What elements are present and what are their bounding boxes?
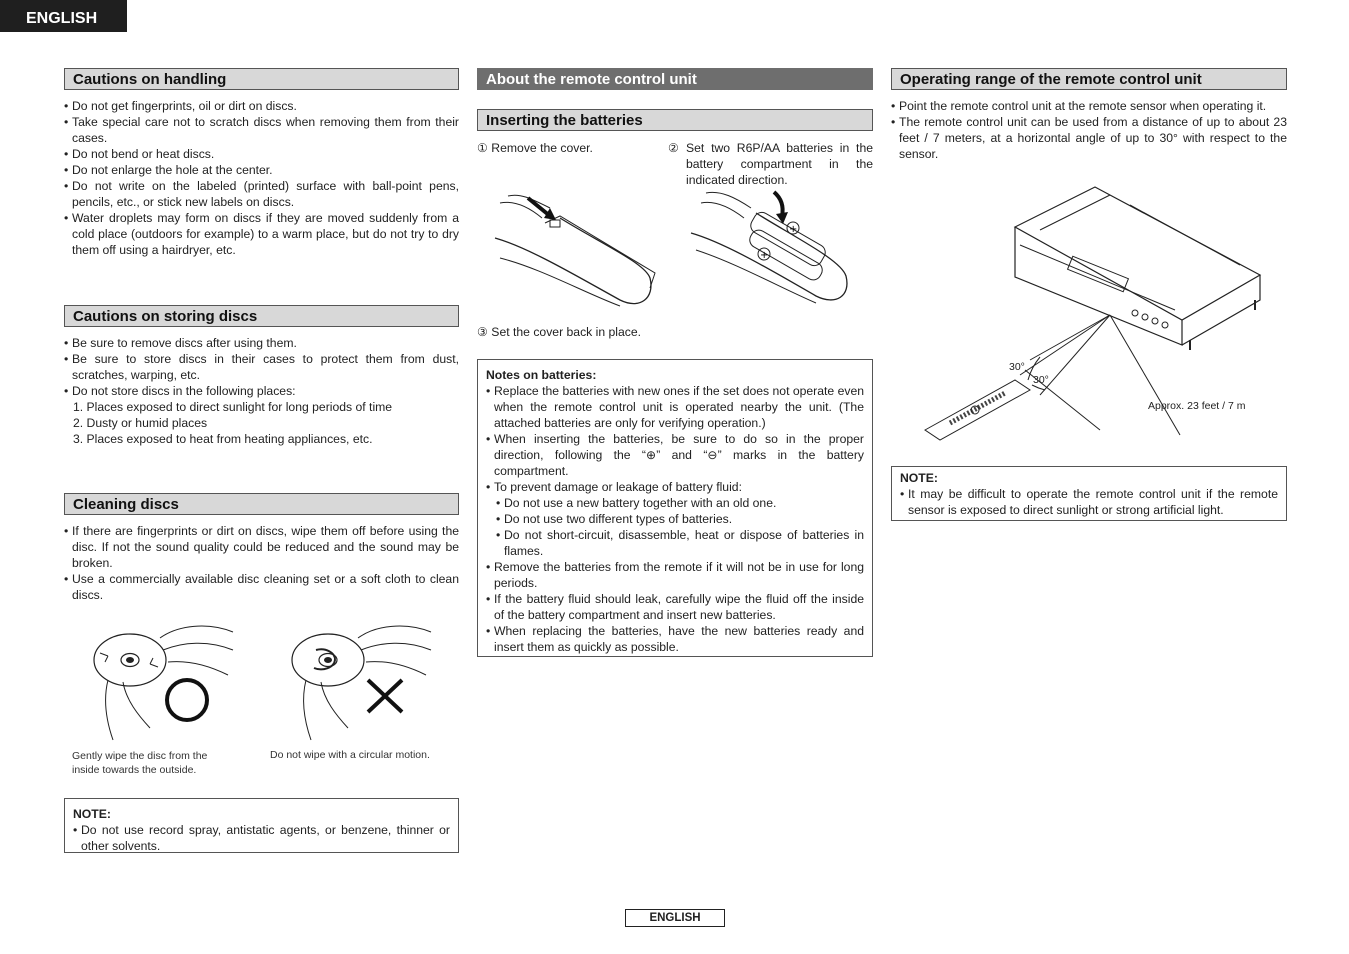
section-title-range: Operating range of the remote control unit	[891, 68, 1287, 90]
section-title-batteries: Inserting the batteries	[477, 109, 873, 131]
note-list	[73, 822, 450, 854]
list-item: • The remote control unit can be used from a distance of up to about 23 feet / 7 meters, at a horizontal angle of up to 30° with respect to the sensor.	[891, 114, 1287, 162]
column-range	[891, 68, 1287, 162]
footer-language-label: ENGLISH	[625, 909, 725, 927]
remove-cover-illustration	[490, 188, 660, 313]
section-title-cleaning: Cleaning discs	[64, 493, 459, 515]
list-item: • Do not write on the labeled (printed) surface with ball-point pens, pencils, etc., or stick new labels on discs.	[64, 178, 459, 210]
svg-text:+: +	[760, 250, 769, 261]
insert-batteries-illustration	[686, 188, 856, 313]
distance-label: Approx. 23 feet / 7 m	[1148, 400, 1246, 412]
step-remove-cover: ① Remove the cover.	[477, 141, 593, 155]
list-item: • Do not short-circuit, disassemble, heat or dispose of batteries in flames.	[486, 527, 864, 559]
list-item: • Take special care not to scratch discs when removing them from their cases.	[64, 114, 459, 146]
list-item: • Do not get fingerprints, oil or dirt on discs.	[64, 98, 459, 114]
section-title-storing: Cautions on storing discs	[64, 305, 459, 327]
list-item: 1. Places exposed to direct sunlight for long periods of time	[73, 400, 393, 414]
list-item: • Do not bend or heat discs.	[64, 146, 459, 162]
notes-title: Notes on batteries:	[486, 368, 597, 382]
list-item: • Point the remote control unit at the remote sensor when operating it.	[891, 98, 1287, 114]
handling-list	[64, 98, 459, 258]
list-item: • Replace the batteries with new ones if the set does not operate even when the remote control unit is operated nearby the unit. (The attached batteries are only for verifying operation.)	[486, 383, 864, 431]
list-item: • Do not use a new battery together with an old one.	[486, 495, 864, 511]
list-item: • Remove the batteries from the remote if it will not be in use for long periods.	[486, 559, 864, 591]
svg-text:+: +	[789, 224, 798, 235]
column-cleaning	[64, 493, 459, 603]
list-item: • Do not enlarge the hole at the center.	[64, 162, 459, 178]
list-item: • If the battery fluid should leak, carefully wipe the fluid off the inside of the battery compartment and insert new batteries.	[486, 591, 864, 623]
note-text: • It may be difficult to operate the remote control unit if the remote sensor is exposed to direct sunlight or strong artificial light.	[900, 486, 1278, 518]
column-remote	[477, 68, 873, 131]
storing-list	[64, 335, 459, 399]
cleaning-note-box	[64, 798, 459, 853]
list-item: • Do not use two different types of batteries.	[486, 511, 864, 527]
disc-wipe-correct-illustration	[88, 620, 238, 745]
note-title: NOTE:	[73, 807, 111, 821]
list-item: • To prevent damage or leakage of battery fluid:	[486, 479, 864, 495]
note-title: NOTE:	[900, 471, 938, 485]
range-list	[891, 98, 1287, 162]
column-handling	[64, 68, 459, 258]
list-item: • When inserting the batteries, be sure to do so in the proper direction, following the “⊕” and “⊖” marks in the battery compartment.	[486, 431, 864, 479]
column-storing	[64, 305, 459, 447]
step2-number: ②	[668, 141, 679, 155]
note-text: • Do not use record spray, antistatic agents, or benzene, thinner or other solvents.	[73, 822, 450, 854]
list-item: 3. Places exposed to heat from heating appliances, etc.	[73, 432, 373, 446]
list-item: • Water droplets may form on discs if they are moved suddenly from a cold place (outdoors for example) to a warm place, but do not try to dry them off using a hairdryer, etc.	[64, 210, 459, 258]
battery-notes-list	[486, 383, 864, 655]
list-item: • Be sure to store discs in their cases to protect them from dust, scratches, warping, etc.	[64, 351, 459, 383]
disc-wipe-wrong-illustration	[286, 620, 436, 745]
list-item: • Use a commercially available disc cleaning set or a soft cloth to clean discs.	[64, 571, 459, 603]
section-title-handling: Cautions on handling	[64, 68, 459, 90]
list-item: • When replacing the batteries, have the new batteries ready and insert them as quickly as possible.	[486, 623, 864, 655]
storing-places-list	[64, 399, 459, 447]
list-item: • Do not store discs in the following places:	[64, 383, 459, 399]
language-tab: ENGLISH	[0, 0, 127, 32]
cleaning-list	[64, 523, 459, 603]
list-item: 2. Dusty or humid places	[73, 416, 208, 430]
caption-correct-wipe: Gently wipe the disc from the inside towards the outside.	[72, 750, 208, 776]
angle-label-lower: 30°	[1033, 374, 1049, 386]
battery-notes-box	[477, 359, 873, 657]
step-replace-cover: ③ Set the cover back in place.	[477, 325, 642, 339]
list-item: • If there are fingerprints or dirt on discs, wipe them off before using the disc. If not the sound quality could be reduced and the sound may be broken.	[64, 523, 459, 571]
step-insert-batteries: Set two R6P/AA batteries in the battery compartment in the indicated direction.	[686, 141, 873, 187]
caption-wrong-wipe: Do not wipe with a circular motion.	[270, 749, 430, 761]
note-list	[900, 486, 1278, 518]
angle-label-upper: 30°	[1009, 361, 1025, 373]
list-item: • Be sure to remove discs after using them.	[64, 335, 459, 351]
section-title-remote: About the remote control unit	[477, 68, 873, 90]
range-note-box	[891, 466, 1287, 521]
